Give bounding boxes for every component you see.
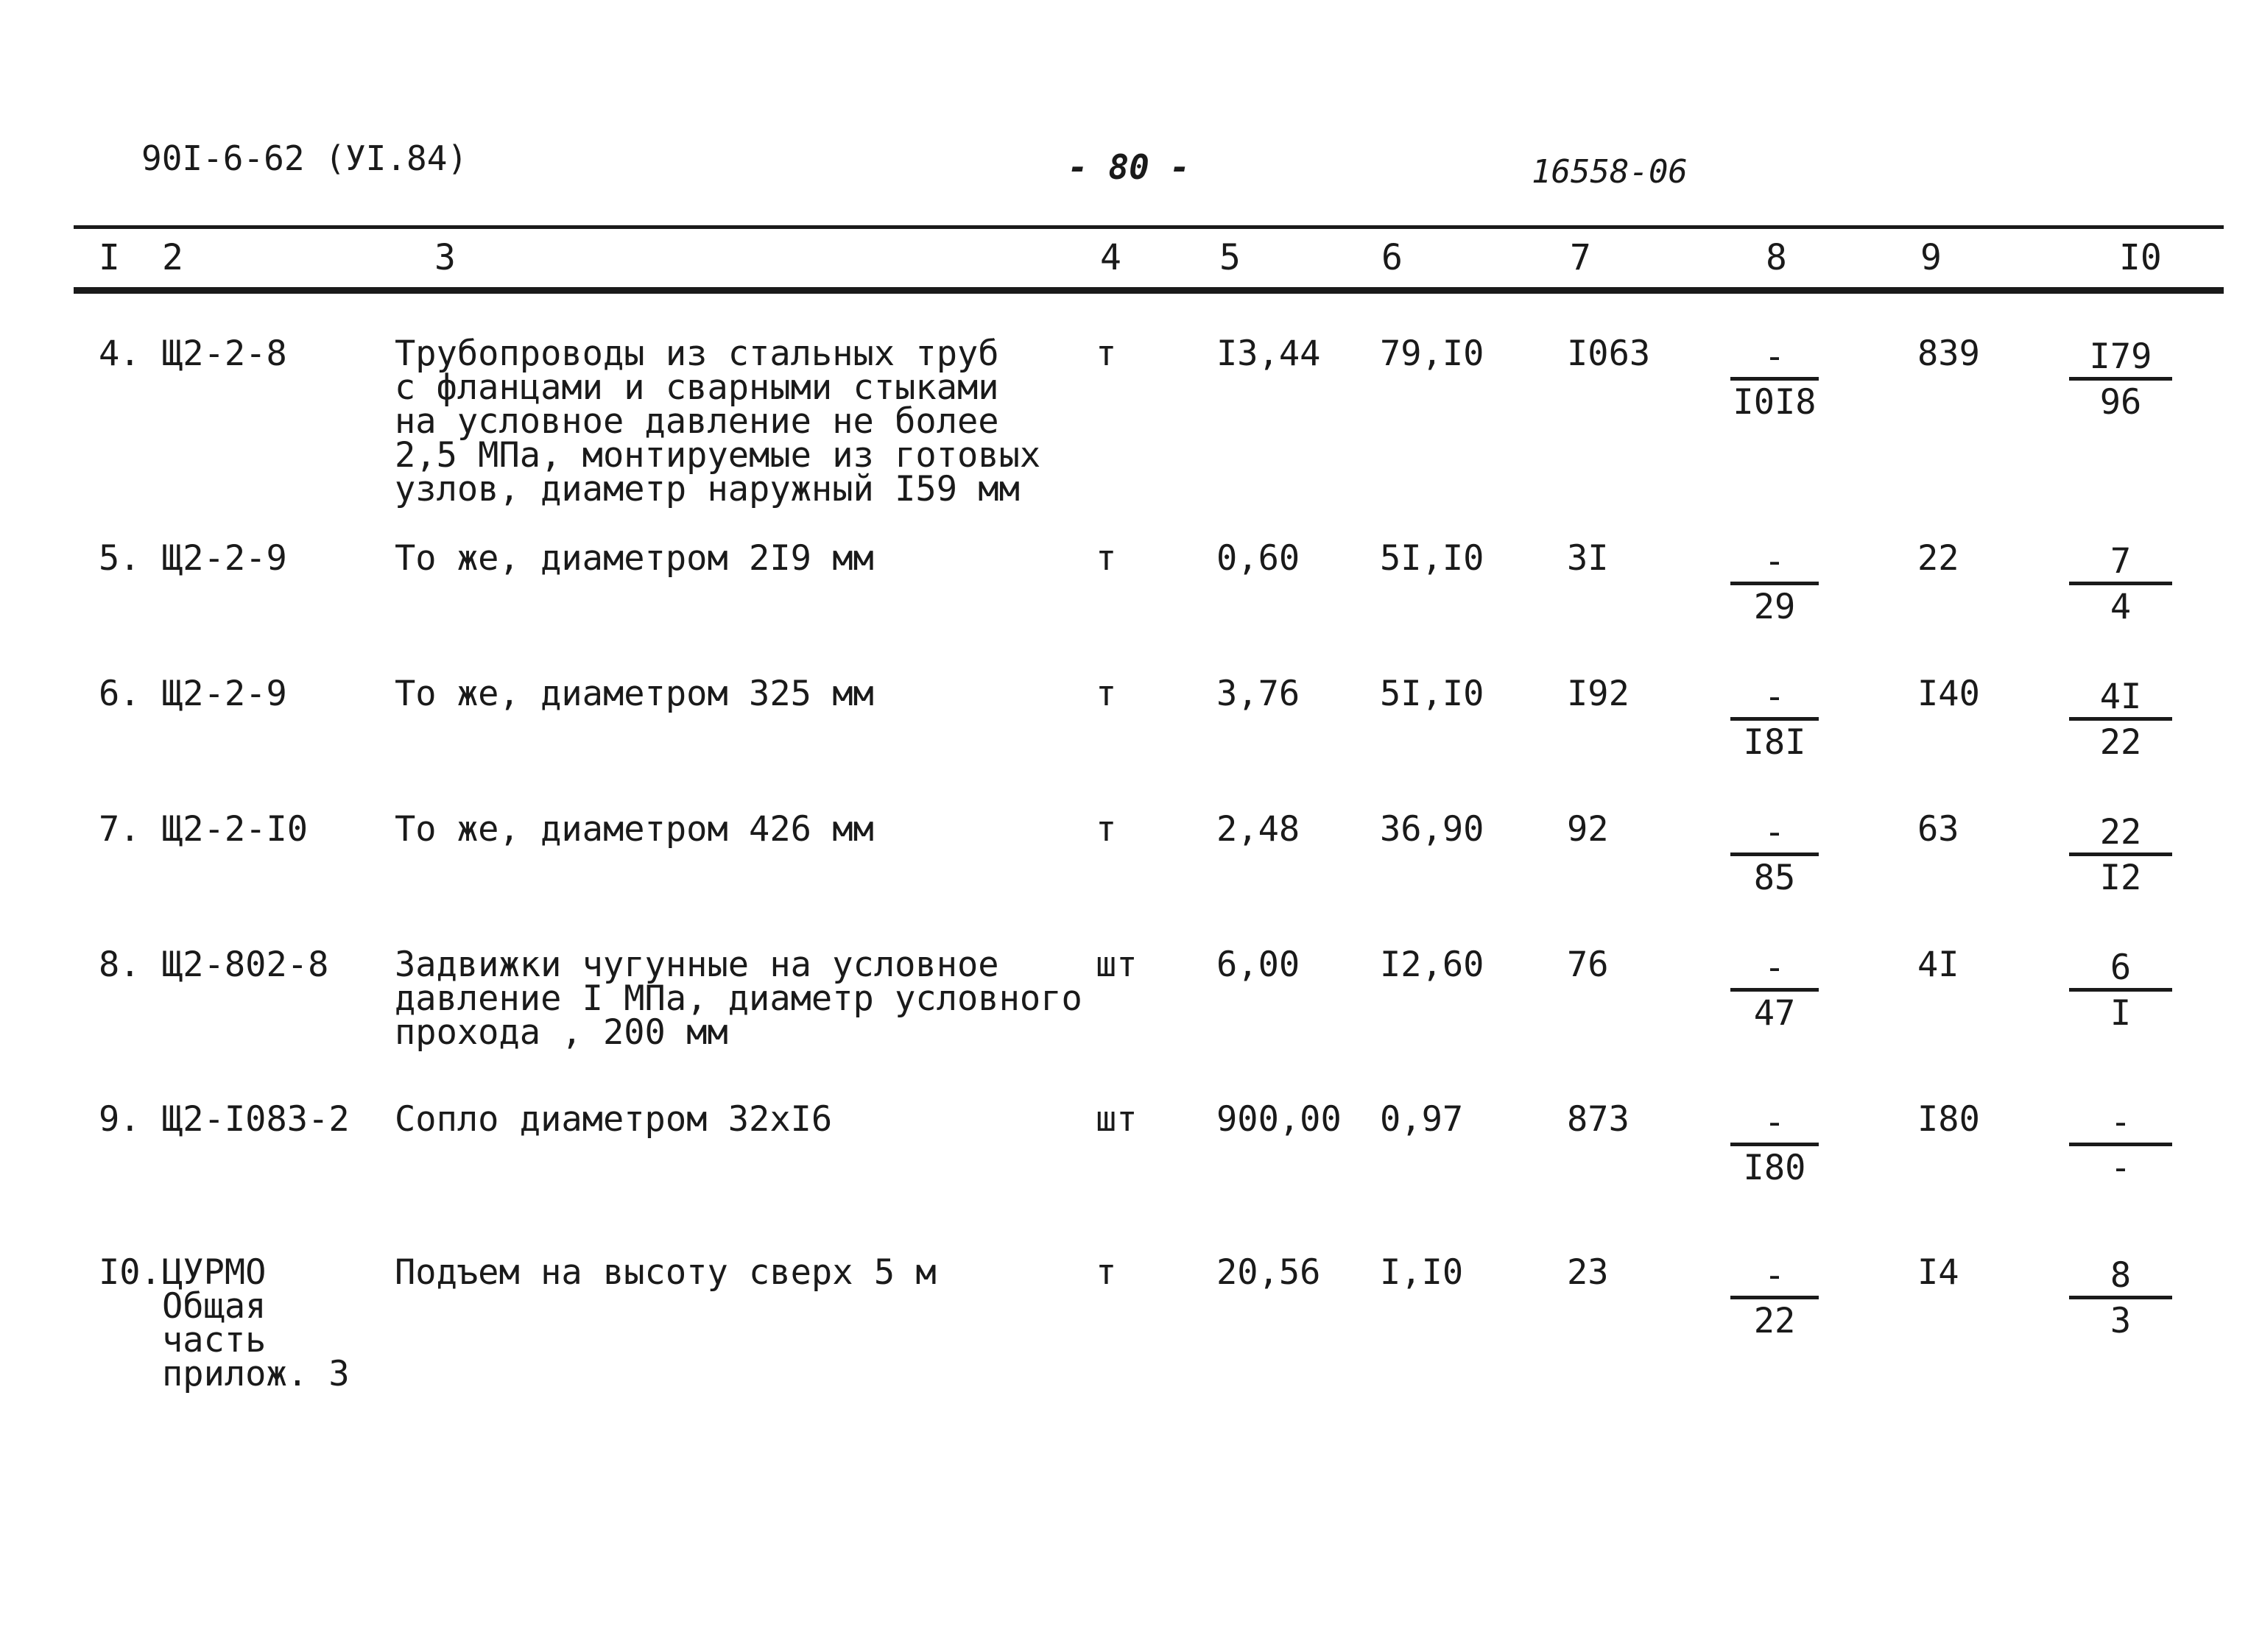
total-cost: 3I <box>1567 538 1609 579</box>
description-line: То же, диаметром 2I9 мм <box>395 538 874 579</box>
rate-code <box>162 1099 350 1140</box>
column-8-fraction <box>1730 1103 1819 1186</box>
unit-price: 79,I0 <box>1380 333 1484 374</box>
column-10-fraction <box>2069 947 2172 1034</box>
description-line: прохода , 200 мм <box>395 1012 728 1053</box>
quantity: 0,60 <box>1216 538 1300 579</box>
unit-price: 5I,I0 <box>1380 674 1484 714</box>
column-8-fraction <box>1730 677 1819 763</box>
quantity: I3,44 <box>1216 333 1321 374</box>
quantity: 900,00 <box>1216 1099 1342 1140</box>
column-8-fraction <box>1730 1256 1819 1339</box>
column-9-value: I80 <box>1917 1099 1980 1140</box>
fraction-numerator: 8 <box>2069 1256 2172 1299</box>
fraction-numerator: 6 <box>2069 948 2172 992</box>
description-line: Задвижки чугунные на условное <box>395 945 999 985</box>
fraction-denominator: I2 <box>2099 858 2142 898</box>
fraction-denominator: - <box>2110 1148 2132 1188</box>
fraction-denominator: I <box>2110 993 2132 1034</box>
work-description <box>395 1099 833 1140</box>
rate-code-line: прилож. 3 <box>162 1354 350 1394</box>
rate-code-line: часть <box>162 1320 267 1360</box>
fraction-numerator: 22 <box>2069 813 2172 856</box>
document-code: 90I-6-62 (УI.84) <box>141 138 468 178</box>
column-10-fraction <box>2069 813 2172 896</box>
fraction-denominator: 47 <box>1753 993 1796 1034</box>
column-number: 6 <box>1381 237 1403 278</box>
row-number: 8. <box>99 945 141 985</box>
row-number: 6. <box>99 674 141 714</box>
total-cost: I92 <box>1567 674 1629 714</box>
column-9-value: 4I <box>1917 945 1959 985</box>
column-number: 9 <box>1920 237 1942 278</box>
column-10-fraction <box>2069 1256 2172 1339</box>
column-10-fraction <box>2069 1103 2172 1186</box>
quantity: 6,00 <box>1216 945 1300 985</box>
fraction-denominator: 29 <box>1753 587 1796 627</box>
description-line: Трубопроводы из стальных труб <box>395 333 999 374</box>
column-10-fraction <box>2069 336 2172 423</box>
fraction-numerator: 7 <box>2069 542 2172 585</box>
unit: т <box>1096 538 1117 579</box>
row-number: 5. <box>99 538 141 579</box>
description-line: 2,5 МПа, монтируемые из готовых <box>395 435 1041 476</box>
column-8-fraction <box>1730 542 1819 625</box>
rate-code-line: Щ2-2-9 <box>162 538 287 579</box>
rate-code-line: ЦУРМО <box>162 1252 267 1293</box>
rate-code <box>162 809 309 850</box>
row-number: I0. <box>99 1252 161 1293</box>
column-8-fraction <box>1730 336 1819 423</box>
unit: т <box>1096 333 1117 374</box>
column-10-fraction <box>2069 542 2172 625</box>
description-line: на условное давление не более <box>395 401 999 442</box>
description-line: с фланцами и сварными стыками <box>395 367 999 408</box>
rate-code <box>162 1252 350 1394</box>
rate-code <box>162 538 287 579</box>
total-cost: I063 <box>1567 333 1651 374</box>
work-description <box>395 674 874 714</box>
unit: т <box>1096 674 1117 714</box>
row-number: 9. <box>99 1099 141 1140</box>
fraction-numerator: I79 <box>2069 337 2172 381</box>
table-top-rule <box>74 225 2224 229</box>
column-number: 7 <box>1570 237 1591 278</box>
column-number: 2 <box>162 237 183 278</box>
unit-price: I2,60 <box>1380 945 1484 985</box>
unit-price: 5I,I0 <box>1380 538 1484 579</box>
total-cost: 873 <box>1567 1099 1629 1140</box>
column-9-value: 22 <box>1917 538 1959 579</box>
unit: шт <box>1096 1099 1138 1140</box>
unit: шт <box>1096 945 1138 985</box>
fraction-denominator: 22 <box>2099 722 2142 763</box>
fraction-numerator: - <box>1730 813 1819 856</box>
fraction-numerator: - <box>1730 948 1819 992</box>
fraction-denominator: I80 <box>1743 1148 1806 1188</box>
column-9-value: 63 <box>1917 809 1959 850</box>
column-8-fraction <box>1730 947 1819 1034</box>
column-9-value: 839 <box>1917 333 1980 374</box>
page-number: - 80 - <box>1068 147 1191 187</box>
fraction-denominator: 3 <box>2110 1301 2132 1341</box>
column-number: I0 <box>2119 237 2162 278</box>
description-line: Подъем на высоту сверх 5 м <box>395 1252 937 1293</box>
column-number: 5 <box>1219 237 1241 278</box>
fraction-numerator: - <box>1730 677 1819 721</box>
description-line: Сопло диаметром 32хI6 <box>395 1099 833 1140</box>
rate-code <box>162 333 287 374</box>
fraction-numerator: - <box>2069 1103 2172 1146</box>
description-line: узлов, диаметр наружный I59 мм <box>395 469 1020 509</box>
description-line: То же, диаметром 325 мм <box>395 674 874 714</box>
column-number: 8 <box>1766 237 1787 278</box>
column-number: I <box>99 237 120 278</box>
fraction-denominator: 85 <box>1753 858 1796 898</box>
unit-price: 36,90 <box>1380 809 1484 850</box>
fraction-denominator: 22 <box>1753 1301 1796 1341</box>
description-line: То же, диаметром 426 мм <box>395 809 874 850</box>
column-9-value: I4 <box>1917 1252 1959 1293</box>
fraction-denominator: I8I <box>1743 722 1806 763</box>
column-number: 3 <box>434 237 456 278</box>
column-9-value: I40 <box>1917 674 1980 714</box>
fraction-numerator: - <box>1730 542 1819 585</box>
quantity: 20,56 <box>1216 1252 1321 1293</box>
fraction-numerator: - <box>1730 1256 1819 1299</box>
rate-code <box>162 674 287 714</box>
rate-code-line: Общая <box>162 1286 267 1327</box>
quantity: 3,76 <box>1216 674 1300 714</box>
column-10-fraction <box>2069 677 2172 763</box>
row-number: 7. <box>99 809 141 850</box>
fraction-numerator: - <box>1730 337 1819 381</box>
rate-code-line: Щ2-2-8 <box>162 333 287 374</box>
work-description <box>395 1252 937 1293</box>
rate-code-line: Щ2-802-8 <box>162 945 329 985</box>
rate-code-line: Щ2-I083-2 <box>162 1099 350 1140</box>
fraction-denominator: I0I8 <box>1733 382 1817 423</box>
fraction-denominator: 4 <box>2110 587 2132 627</box>
column-8-fraction <box>1730 813 1819 896</box>
rate-code-line: Щ2-2-I0 <box>162 809 309 850</box>
column-number: 4 <box>1100 237 1121 278</box>
row-number: 4. <box>99 333 141 374</box>
work-description <box>395 538 874 579</box>
total-cost: 23 <box>1567 1252 1609 1293</box>
unit: т <box>1096 1252 1117 1293</box>
fraction-numerator: - <box>1730 1103 1819 1146</box>
fraction-numerator: 4I <box>2069 677 2172 721</box>
work-description <box>395 333 1041 509</box>
rate-code-line: Щ2-2-9 <box>162 674 287 714</box>
unit-price: 0,97 <box>1380 1099 1464 1140</box>
rate-code <box>162 945 329 985</box>
total-cost: 92 <box>1567 809 1609 850</box>
table-header-rule <box>74 287 2224 294</box>
fraction-denominator: 96 <box>2099 382 2142 423</box>
unit-price: I,I0 <box>1380 1252 1464 1293</box>
description-line: давление I МПа, диаметр условного <box>395 978 1082 1019</box>
quantity: 2,48 <box>1216 809 1300 850</box>
work-description <box>395 809 874 850</box>
doc-number: 16558-06 <box>1532 153 1688 191</box>
total-cost: 76 <box>1567 945 1609 985</box>
work-description <box>395 945 1082 1053</box>
unit: т <box>1096 809 1117 850</box>
